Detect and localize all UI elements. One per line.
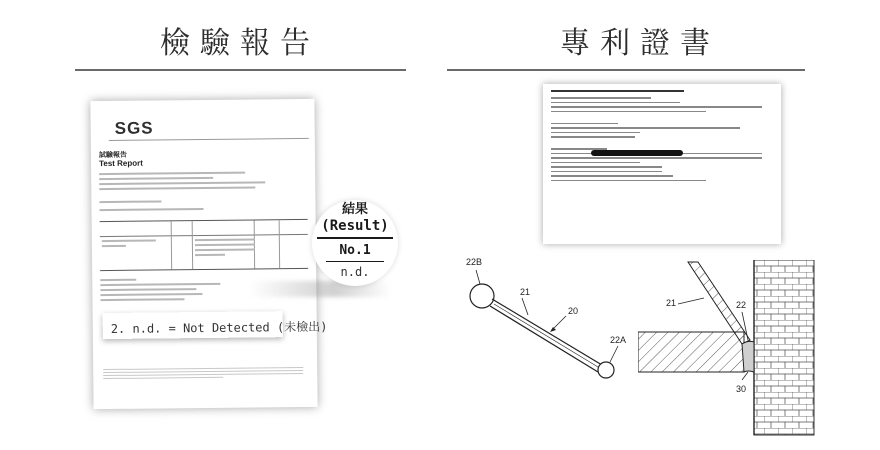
patent-drawing-rod xyxy=(440,250,640,400)
result-callout xyxy=(300,198,410,279)
report-body-text xyxy=(99,171,307,193)
result-label-zh: 結果 xyxy=(341,202,368,217)
patent-header-lines xyxy=(551,90,773,95)
patent-body-text xyxy=(551,97,773,184)
result-number: No.1 xyxy=(339,243,371,258)
left-title-underline xyxy=(75,69,406,71)
label-22: 22 xyxy=(736,300,747,310)
result-label-en: (Result) xyxy=(321,218,389,234)
sgs-logo: SGS xyxy=(114,118,154,138)
inspection-report-title: 檢驗報告 xyxy=(160,26,320,61)
report-title-en: Test Report xyxy=(99,158,143,169)
label-21: 21 xyxy=(520,287,531,297)
label-20: 20 xyxy=(568,306,579,316)
label-21: 21 xyxy=(666,298,677,308)
patent-document xyxy=(543,84,781,244)
report-footer-fine-print xyxy=(103,367,303,381)
label-30: 30 xyxy=(736,384,747,394)
right-title-underline xyxy=(447,69,805,71)
report-result-header xyxy=(99,199,307,214)
sgs-test-report-document xyxy=(90,99,328,409)
redacted-bar xyxy=(591,150,683,156)
report-title-zh: 試驗報告 xyxy=(98,150,127,160)
patent-certificate-title: 專利證書 xyxy=(560,26,720,61)
patent-drawing-wall xyxy=(638,260,818,440)
not-detected-note: 2. n.d. = Not Detected (未檢出) xyxy=(110,319,328,336)
report-result-table xyxy=(100,219,309,271)
result-divider-thin xyxy=(326,261,384,262)
label-22b: 22B xyxy=(466,257,483,267)
result-divider xyxy=(317,237,393,239)
label-22a: 22A xyxy=(610,335,627,345)
report-notes xyxy=(100,278,220,304)
result-value: n.d. xyxy=(340,265,370,279)
